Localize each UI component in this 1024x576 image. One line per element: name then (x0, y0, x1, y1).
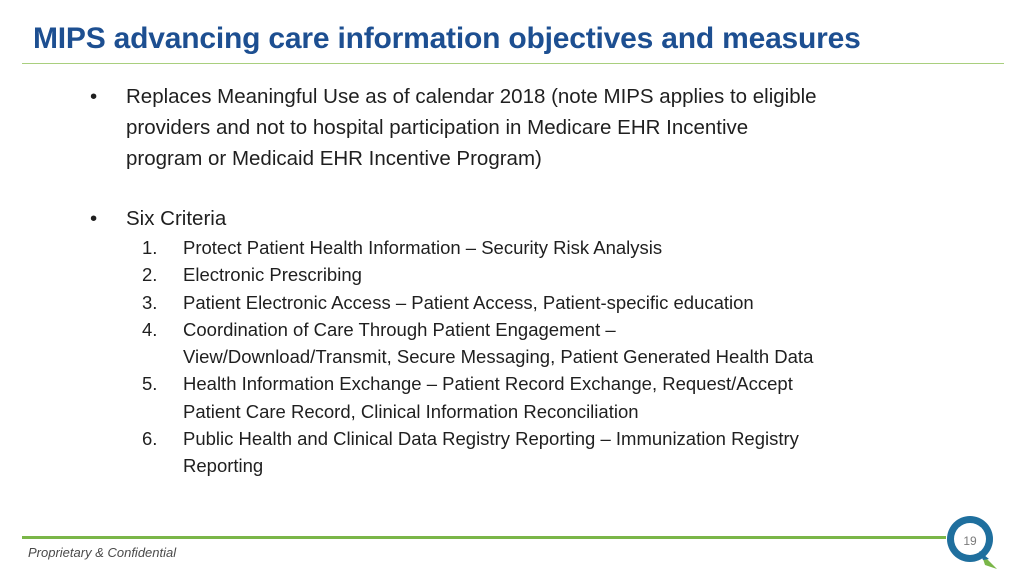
list-item (142, 316, 813, 371)
bullet-line: program or Medicaid EHR Incentive Program) (126, 147, 542, 170)
page-title: MIPS advancing care information objectives and measures (33, 22, 861, 55)
list-line: Public Health and Clinical Data Registry Reporting – Immunization Registry (183, 428, 799, 450)
list-number: 6. (142, 428, 158, 450)
list-line: Coordination of Care Through Patient Engagement – (183, 318, 616, 340)
bullet-line: Six Criteria (126, 207, 227, 230)
list-item (142, 425, 813, 480)
bullet-dot: • (90, 207, 98, 230)
list-number: 5. (142, 373, 158, 395)
footer-confidential: Proprietary & Confidential (28, 545, 177, 560)
list-number: 4. (142, 318, 158, 340)
page-number: 19 (963, 534, 977, 548)
list-line: Patient Care Record, Clinical Information Reconciliation (183, 400, 639, 422)
bullet-text (126, 203, 226, 234)
bullet-line: providers and not to hospital participation in Medicare EHR Incentive (126, 116, 749, 139)
criteria-list (142, 234, 813, 480)
bullet-text (126, 81, 817, 174)
list-item (142, 234, 813, 261)
list-line: View/Download/Transmit, Secure Messaging, Patient Generated Health Data (183, 346, 814, 368)
list-line: Reporting (183, 455, 264, 477)
list-line: Patient Electronic Access – Patient Access, Patient-specific education (183, 291, 754, 313)
list-number: 1. (142, 237, 158, 258)
bullet-line: Replaces Meaningful Use as of calendar 2018 (note MIPS applies to eligible (126, 85, 817, 108)
list-line: Electronic Prescribing (183, 264, 362, 286)
list-line: Health Information Exchange – Patient Record Exchange, Request/Accept (183, 373, 793, 395)
list-number: 3. (142, 291, 158, 313)
list-number: 2. (142, 264, 158, 286)
list-line: Protect Patient Health Information – Security Risk Analysis (183, 237, 663, 258)
list-item (142, 261, 813, 288)
bullet-dot: • (90, 85, 98, 108)
footer-divider (22, 536, 946, 539)
list-item (142, 289, 813, 316)
title-divider (22, 63, 1004, 64)
list-item (142, 370, 813, 425)
